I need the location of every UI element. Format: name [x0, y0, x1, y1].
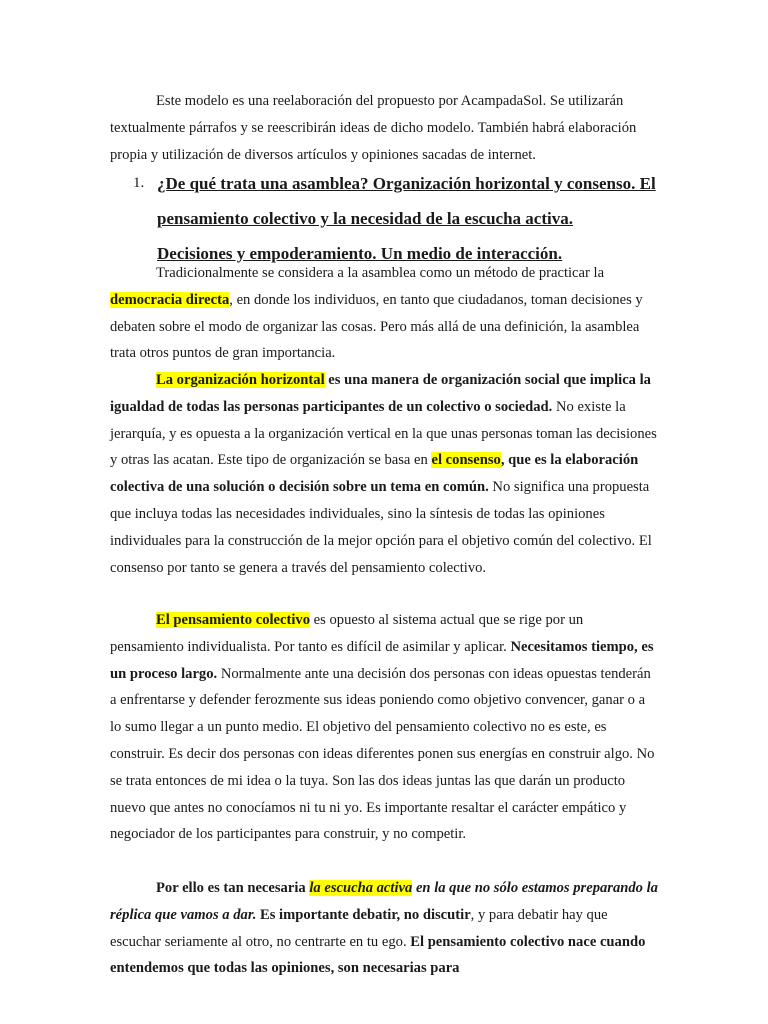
p3-bold: Necesitamos tiempo, es un proceso largo.	[110, 638, 654, 682]
p2-bold-2: , que es la elaboración colectiva de una solución o decisión sobre un tema en común.	[110, 452, 639, 496]
paragraph-definition	[110, 260, 658, 367]
p3-text-a: es opuesto al sistema actual que se rige por un pensamiento individualista. Por tanto es difícil de asimilar y aplicar.	[110, 612, 584, 655]
highlight-organizacion-horizontal: La organización horizontal	[156, 372, 325, 388]
section-heading	[157, 166, 667, 271]
highlight-pensamiento-colectivo: El pensamiento colectivo	[156, 612, 311, 628]
intro-line-2: textualmente párrafos y se reescribirán ideas de dicho modelo. También habrá	[110, 119, 569, 136]
highlight-el-consenso: el consenso	[431, 452, 501, 469]
p3-text-b: Normalmente ante una decisión dos personas con ideas opuestas tenderán a enfrentarse y defender ferozmente sus ideas poniendo como objetivo convencer, ganar o a lo sumo llegar a un punto medio. El objetivo del pensamiento colectivo no es este, es construir. Es decir dos personas con ideas diferentes ponen sus energías en construir algo. No se trata entonces de mi idea o la tuya. Son las dos ideas juntas las que darán un producto nuevo que antes no conocíamos ni tu ni yo. Es importante resaltar el carácter empático y negociador de los participantes para construir, y no competir.	[110, 665, 655, 843]
p4-bold-italic: en la que no sólo estamos preparando la réplica que vamos a dar.	[110, 880, 658, 923]
highlight-escucha-activa: la escucha activa	[309, 880, 413, 896]
paragraph-pensamiento-colectivo	[110, 607, 658, 848]
paragraph-organizacion-horizontal	[110, 367, 658, 581]
intro-line-1: Este modelo es una reelaboración del propuesto por AcampadaSol. Se utilizarán	[156, 93, 624, 109]
p4-bold-3: El pensamiento colectivo nace cuando entendemos que todas las opiniones, son necesarias para	[110, 933, 646, 977]
paragraph-escucha-activa	[110, 875, 658, 982]
heading-line-2: pensamiento colectivo y la necesidad de la escucha activa.	[157, 209, 573, 228]
heading-number: 1.	[133, 175, 145, 191]
p1-text-b: , en donde los individuos, en tanto que ciudadanos, toman decisiones y debaten sobre el modo de organizar las cosas. Pero más allá de una definición, la asamblea trata otros puntos de gran importancia.	[110, 291, 643, 362]
heading-line-1: ¿De qué trata una asamblea? Organización horizontal y consenso. El	[157, 174, 656, 193]
p2-bold-1: es una manera de organización social que implica la igualdad de todas las personas participantes de un colectivo o sociedad.	[110, 372, 651, 415]
intro-line-3: elaboración propia y utilización de diversos artículos y opiniones sacadas de internet.	[110, 119, 637, 163]
heading-line-3: Decisiones y empoderamiento. Un medio de interacción.	[157, 244, 563, 263]
p4-text-a: , y para debatir hay que escuchar seriamente al otro, no centrarte en tu ego.	[110, 906, 608, 950]
p4-bold-2: Es importante debatir, no discutir	[256, 906, 471, 923]
p2-text-a: No existe la jerarquía, y es opuesta a la organización vertical en la que unas personas toman las decisiones y otras las acatan. Este tipo de organización se basa en	[110, 398, 657, 469]
intro-paragraph	[110, 88, 658, 168]
p2-text-b: No significa una propuesta que incluya todas las necesidades individuales, sino la síntesis de todas las opiniones individuales para la construcción de la mejor opción para el objetivo común del colectivo. El consenso por tanto se genera a través del pensamiento colectivo.	[110, 479, 652, 576]
p1-text-a: Tradicionalmente se considera a la asamblea como un método de practicar la	[156, 265, 605, 281]
highlight-democracia-directa: democracia directa	[110, 291, 230, 308]
p4-bold-1: Por ello es tan necesaria	[156, 880, 310, 896]
